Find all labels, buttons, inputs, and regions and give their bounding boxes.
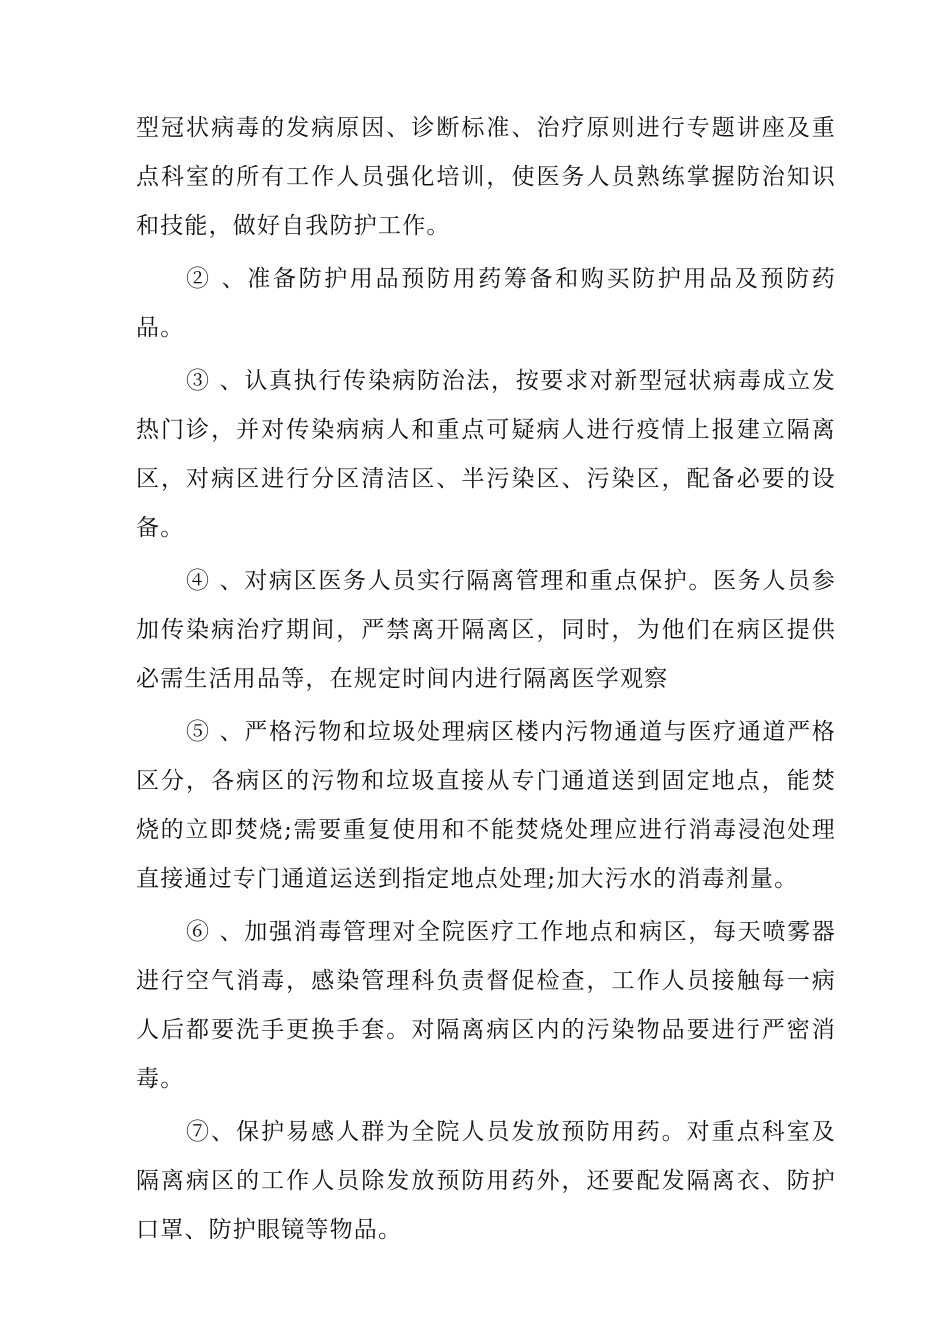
paragraph-1: 型冠状病毒的发病原因、诊断标准、治疗原则进行专题讲座及重点科室的所有工作人员强化培训，使医务人员熟练掌握防治知识和技能，做好自我防护工作。 bbox=[136, 115, 836, 239]
paragraph-6: ⑥ 、加强消毒管理对全院医疗工作地点和病区，每天喷雾器进行空气消毒，感染管理科负责督促检查，工作人员接触每一病人后都要洗手更换手套。对隔离病区内的污染物品要进行严密消毒。 bbox=[136, 919, 836, 1092]
paragraph-7: ⑦、保护易感人群为全院人员发放预防用药。对重点科室及隔离病区的工作人员除发放预防用药外，还要配发隔离衣、防护口罩、防护眼镜等物品。 bbox=[136, 1119, 836, 1243]
paragraph-5: ⑤ 、严格污物和垃圾处理病区楼内污物通道与医疗通道严格区分，各病区的污物和垃圾直接从专门通道送到固定地点，能焚烧的立即焚烧;需要重复使用和不能焚烧处理应进行消毒浸泡处理直接通过专门通道运送到指定地点处理;加大污水的消毒剂量。 bbox=[136, 719, 836, 892]
paragraph-2: ② 、准备防护用品预防用药筹备和购买防护用品及预防药品。 bbox=[136, 266, 836, 341]
paragraph-4: ④ 、对病区医务人员实行隔离管理和重点保护。医务人员参加传染病治疗期间，严禁离开隔离区，同时，为他们在病区提供必需生活用品等，在规定时间内进行隔离医学观察 bbox=[136, 568, 836, 692]
paragraph-3: ③ 、认真执行传染病防治法，按要求对新型冠状病毒成立发热门诊，并对传染病病人和重点可疑病人进行疫情上报建立隔离区，对病区进行分区清洁区、半污染区、污染区，配备必要的设备。 bbox=[136, 368, 836, 541]
document-body bbox=[136, 104, 836, 1255]
